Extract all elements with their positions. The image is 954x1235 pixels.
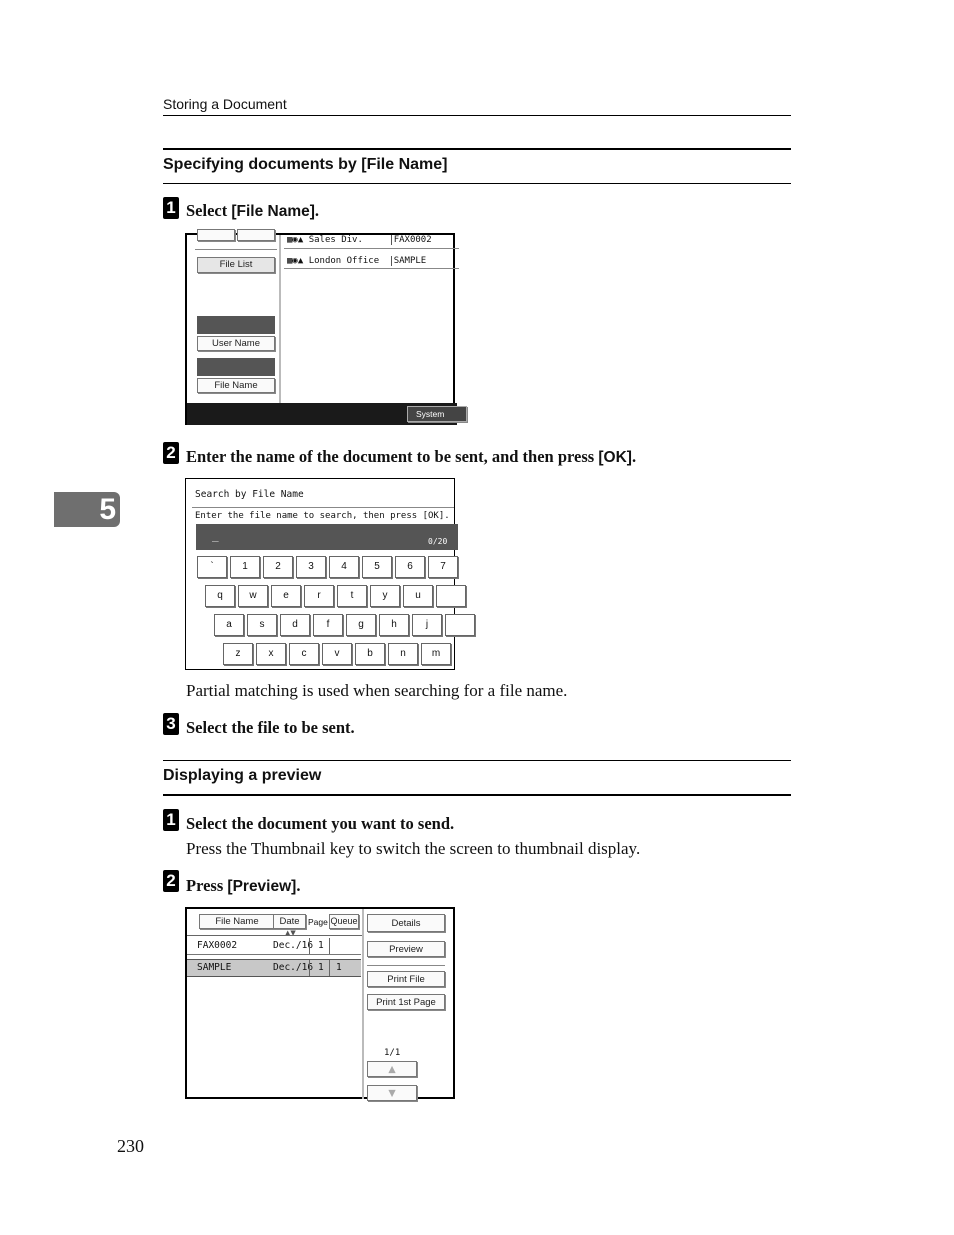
key[interactable]: 4: [329, 556, 359, 578]
note-text: Partial matching is used when searching for a file name.: [186, 681, 568, 700]
step-text: [186, 201, 319, 221]
scroll-up-button[interactable]: [367, 1061, 417, 1077]
column-header-date[interactable]: Date: [273, 914, 306, 929]
divider: [187, 935, 362, 936]
key[interactable]: t: [337, 585, 367, 607]
row-file-name: FAX0002: [197, 940, 238, 951]
step-text-part: Press: [186, 876, 228, 895]
column-header-page: Page: [308, 917, 328, 927]
character-counter: 0/20: [428, 537, 448, 546]
user-name-button[interactable]: User Name: [197, 336, 275, 351]
page-number: 230: [117, 1136, 144, 1156]
key[interactable]: u: [403, 585, 433, 607]
user-type-icon: ▦◉▲: [287, 256, 304, 266]
text-cursor: _: [212, 529, 219, 542]
row-queue: 1: [329, 960, 342, 976]
row-page: 1: [309, 960, 324, 976]
file-list-screenshot: [185, 233, 455, 434]
key[interactable]: `: [197, 556, 227, 578]
divider: [192, 507, 454, 508]
key[interactable]: e: [271, 585, 301, 607]
step-number-badge: 1: [163, 197, 179, 219]
key[interactable]: j: [412, 614, 442, 636]
user-name-field: [197, 316, 275, 334]
divider: [367, 965, 445, 966]
step-text: Select the file to be sent.: [186, 718, 355, 737]
divider: [195, 249, 277, 250]
top-tab-button[interactable]: [237, 229, 275, 241]
row-date: Dec./16: [273, 940, 314, 951]
key[interactable]: 3: [296, 556, 326, 578]
panel-separator: [279, 235, 281, 403]
step-number-badge: 1: [163, 809, 179, 831]
row-user: London Office: [308, 256, 380, 266]
sort-arrows-icon: ▲▼: [285, 929, 296, 937]
file-list-button[interactable]: File List: [197, 257, 275, 273]
section-title: Displaying a preview: [163, 767, 322, 784]
dialog-instruction: Enter the file name to search, then press [OK].: [195, 511, 450, 521]
key[interactable]: 7: [428, 556, 458, 578]
row-page: 1: [309, 938, 324, 954]
arrow-up-icon: ▲: [388, 1064, 396, 1075]
section-title: Specifying documents by [File Name]: [163, 156, 448, 173]
key[interactable]: 2: [263, 556, 293, 578]
table-row[interactable]: [187, 938, 361, 955]
step-keyword: [Preview]: [227, 878, 297, 895]
table-row-selected[interactable]: [187, 959, 361, 977]
key[interactable]: x: [256, 643, 286, 665]
chapter-tab: 5: [54, 492, 120, 527]
section-rule-bottom: [163, 794, 791, 796]
key[interactable]: v: [322, 643, 352, 665]
preview-button[interactable]: Preview: [367, 941, 445, 957]
step-number-badge: 3: [163, 713, 179, 735]
key[interactable]: w: [238, 585, 268, 607]
key[interactable]: c: [289, 643, 319, 665]
row-date: Dec./16: [273, 962, 314, 973]
dialog-title: Search by File Name: [195, 489, 304, 500]
key[interactable]: y: [370, 585, 400, 607]
row-file-name: SAMPLE: [197, 962, 232, 973]
key-partial[interactable]: [445, 614, 475, 636]
top-tab-button[interactable]: [197, 229, 235, 241]
key[interactable]: a: [214, 614, 244, 636]
step-text: [186, 447, 636, 467]
step-keyword: [File Name]: [231, 203, 315, 220]
header-rule: [163, 115, 791, 116]
step-text-part: Select: [186, 201, 232, 220]
search-keyboard-screenshot: [185, 478, 455, 670]
step-keyword: [OK]: [598, 449, 632, 466]
running-header: Storing a Document: [163, 96, 287, 112]
key[interactable]: s: [247, 614, 277, 636]
key[interactable]: h: [379, 614, 409, 636]
step-text-part: .: [296, 876, 301, 895]
scroll-down-button[interactable]: [367, 1085, 417, 1101]
key[interactable]: r: [304, 585, 334, 607]
section-rule-bottom: [163, 183, 791, 184]
list-row[interactable]: [284, 235, 459, 249]
file-name-field: [197, 358, 275, 376]
step-text: [186, 876, 300, 896]
key[interactable]: d: [280, 614, 310, 636]
list-row[interactable]: [284, 253, 459, 269]
row-file: SAMPLE: [391, 256, 427, 266]
row-queue: [329, 938, 359, 954]
key[interactable]: n: [388, 643, 418, 665]
arrow-down-icon: ▼: [388, 1088, 396, 1099]
document-list-screenshot: [185, 907, 455, 1099]
search-input[interactable]: [196, 524, 458, 550]
status-bar: [187, 403, 457, 434]
key[interactable]: b: [355, 643, 385, 665]
note-text: Press the Thumbnail key to switch the screen to thumbnail display.: [186, 839, 641, 858]
key[interactable]: z: [223, 643, 253, 665]
step-text-part: .: [314, 201, 320, 220]
file-name-button[interactable]: File Name: [197, 378, 275, 393]
row-file: FAX0002: [391, 235, 432, 245]
step-text-part: .: [631, 447, 637, 466]
step-number-badge: 2: [163, 442, 179, 464]
page-indicator: 1/1: [384, 1048, 401, 1058]
system-status-button[interactable]: System Statu: [407, 406, 467, 422]
print-file-button[interactable]: Print File: [367, 971, 445, 987]
key[interactable]: 6: [395, 556, 425, 578]
row-user: Sales Div.: [308, 235, 363, 245]
key[interactable]: q: [205, 585, 235, 607]
left-panel: [187, 235, 281, 405]
step-text-part: Enter the name of the document to be sent, and then press: [186, 447, 599, 466]
step-text: Select the document you want to send.: [186, 814, 455, 833]
key[interactable]: 5: [362, 556, 392, 578]
column-header-file-name[interactable]: File Name: [199, 914, 275, 929]
section-rule-top: [163, 760, 791, 761]
key-partial[interactable]: [436, 585, 466, 607]
column-header-queue[interactable]: Queue: [329, 914, 359, 929]
panel-separator: [362, 909, 364, 1099]
key[interactable]: m: [421, 643, 451, 665]
step-number-badge: 2: [163, 870, 179, 892]
section-rule-top: [163, 148, 791, 150]
key[interactable]: f: [313, 614, 343, 636]
key[interactable]: 1: [230, 556, 260, 578]
user-type-icon: ▦◉▲: [287, 235, 304, 245]
key[interactable]: g: [346, 614, 376, 636]
details-button[interactable]: Details: [367, 914, 445, 932]
print-first-page-button[interactable]: Print 1st Page: [367, 994, 445, 1010]
